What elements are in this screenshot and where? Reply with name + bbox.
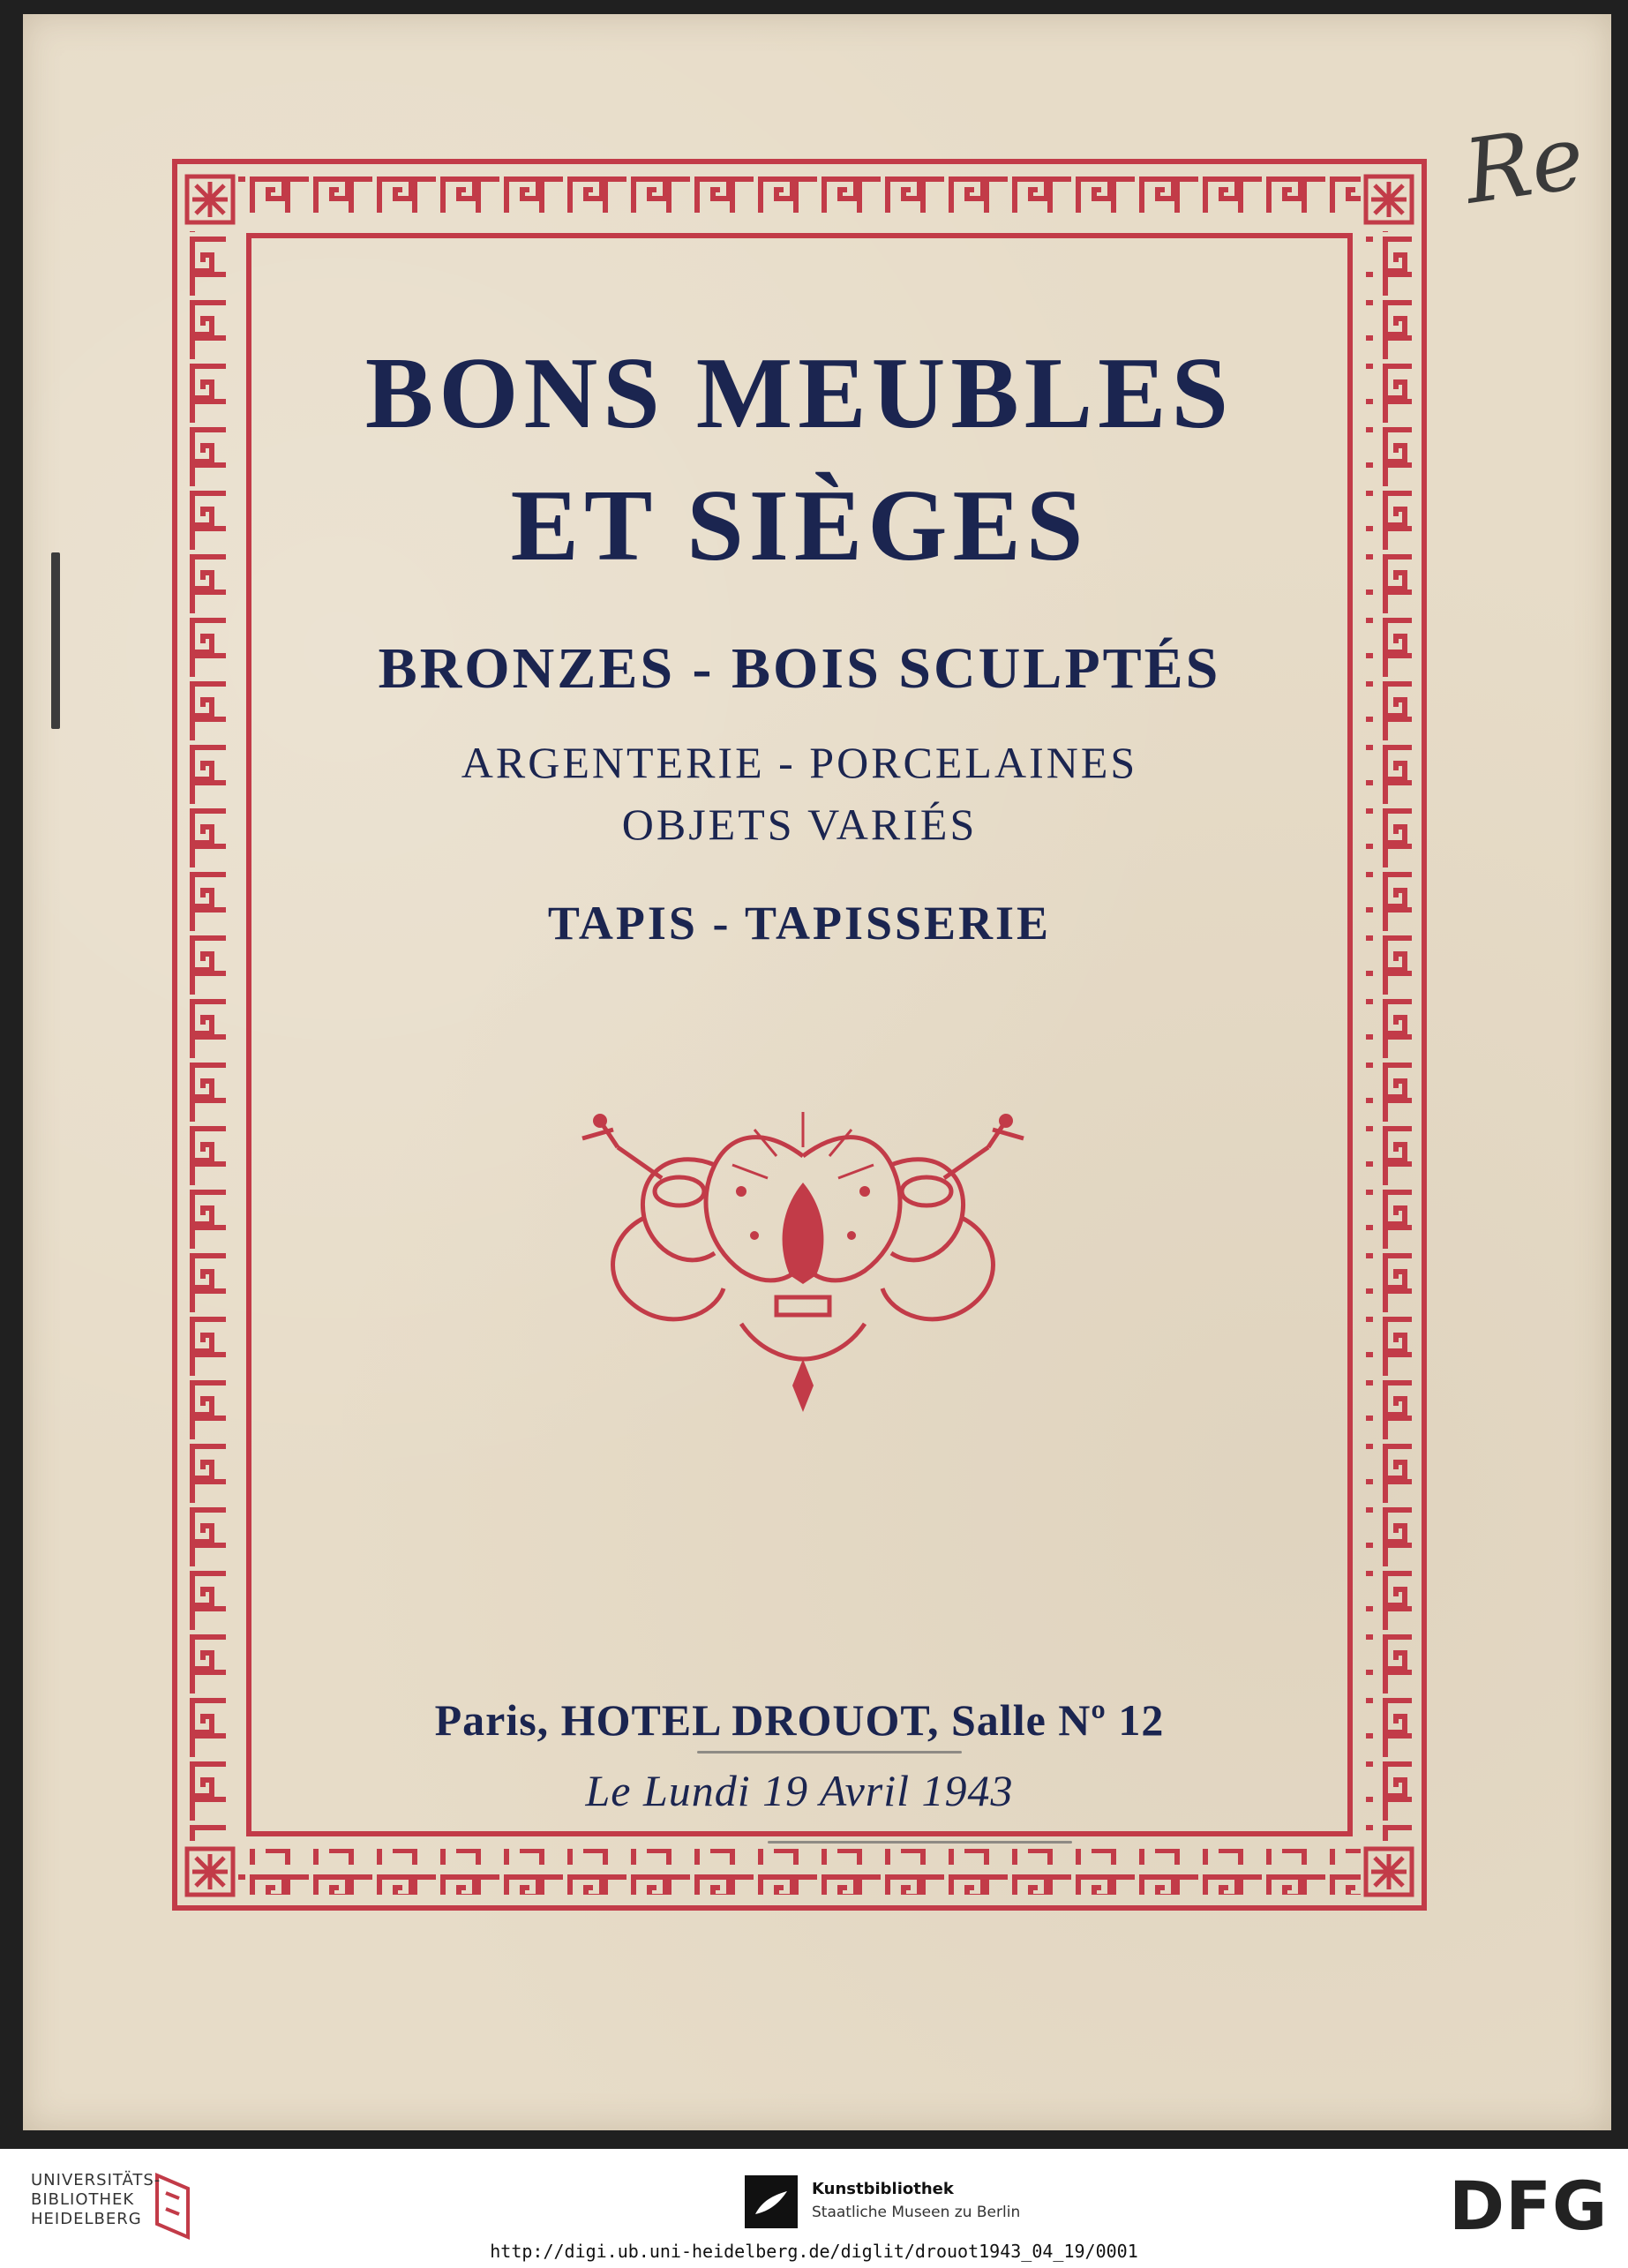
kunstbibliothek-logo-icon — [745, 2175, 798, 2228]
pencil-underline — [768, 1841, 1072, 1844]
sale-date: Le Lundi 19 Avril 1943 — [585, 1766, 1014, 1815]
rococo-ornament-icon — [565, 1094, 1041, 1430]
category-line-a: ARGENTERIE - PORCELAINES — [461, 738, 1138, 787]
kunstbibliothek-name: Kunstbibliothek — [812, 2180, 954, 2198]
subtitle: BRONZES - BOIS SCULPTÉS — [378, 636, 1221, 701]
title-line-1: BONS MEUBLES — [364, 337, 1234, 450]
title-line-2: ET SIÈGES — [510, 469, 1089, 582]
kunstbibliothek-subtitle: Staatliche Museen zu Berlin — [812, 2204, 1021, 2221]
ub-line-1: UNIVERSITÄTS- — [31, 2171, 161, 2189]
ub-line-2: BIBLIOTHEK — [31, 2190, 135, 2209]
dfg-logo: DFG — [1449, 2167, 1609, 2245]
category-line-c: TAPIS - TAPISSERIE — [547, 897, 1052, 950]
permalink-url[interactable]: http://digi.ub.uni-heidelberg.de/diglit/drouot1943_04_19/0001 — [490, 2241, 1138, 2262]
pencil-underline — [697, 1751, 962, 1754]
ub-line-3: HEIDELBERG — [31, 2210, 142, 2228]
digitization-footer — [0, 2149, 1628, 2268]
category-line-b: OBJETS VARIÉS — [621, 800, 978, 849]
ub-heidelberg-name — [31, 2171, 161, 2229]
venue-line: Paris, HOTEL DROUOT, Salle Nº 12 — [434, 1695, 1165, 1745]
handwritten-note: Re — [1458, 105, 1590, 224]
